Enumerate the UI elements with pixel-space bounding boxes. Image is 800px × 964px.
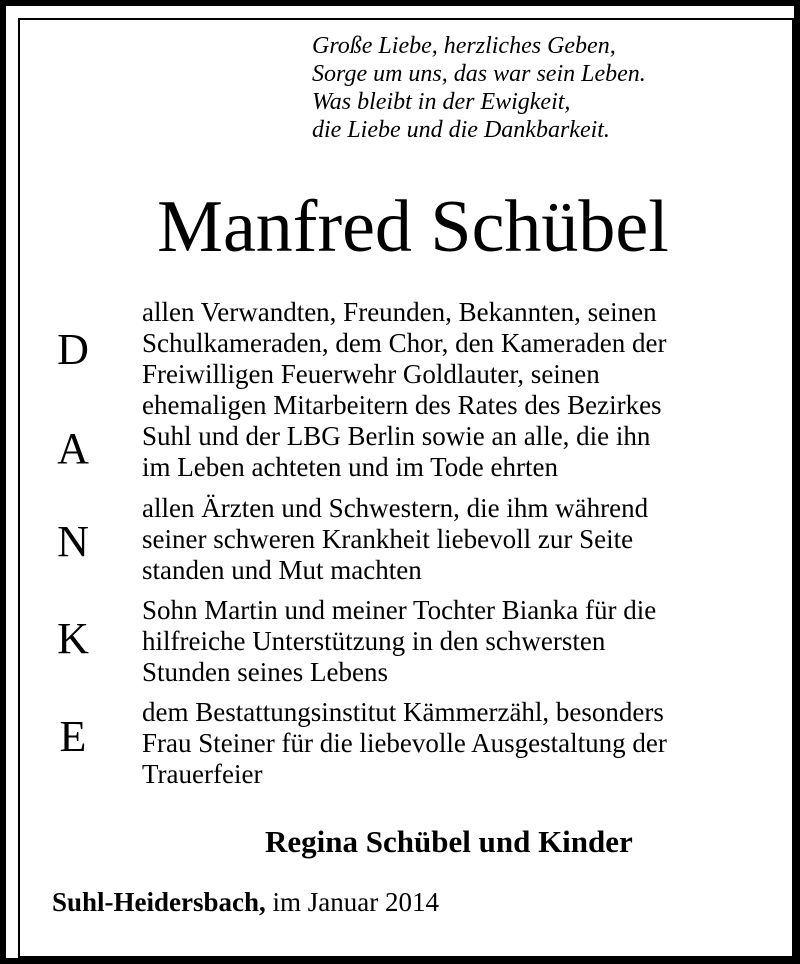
thanks-section (142, 297, 782, 483)
thanks-line: hilfreiche Unterstützung in den schwersten (142, 626, 606, 656)
danke-letter: K (57, 614, 89, 663)
thanks-line: im Leben achteten und im Tode ehrten (142, 452, 558, 482)
date: im Januar 2014 (272, 887, 440, 917)
thanks-line: Suhl und der LBG Berlin sowie an alle, die ihn (142, 421, 651, 451)
thanks-line: ehemaligen Mitarbeitern des Rates des Bezirkes (142, 390, 662, 420)
danke-letter: A (57, 424, 89, 473)
thanks-line: allen Verwandten, Freunden, Bekannten, seinen (142, 297, 657, 327)
poem-line: die Liebe und die Dankbarkeit. (312, 117, 610, 143)
poem-line: Sorge um uns, das war sein Leben. (312, 61, 646, 87)
memorial-poem (312, 32, 646, 144)
thanks-line: dem Bestattungsinstitut Kämmerzähl, besonders (142, 697, 664, 727)
danke-letter: D (57, 325, 89, 374)
place-date (52, 886, 439, 918)
thanks-line: Frau Steiner für die liebevolle Ausgestaltung der (142, 728, 667, 758)
inner-border (18, 18, 794, 958)
thanks-line: standen und Mut machten (142, 555, 422, 585)
thanks-line: Sohn Martin und meiner Tochter Bianka für die (142, 595, 657, 625)
poem-line: Was bleibt in der Ewigkeit, (312, 89, 571, 115)
thanks-line: Schulkameraden, dem Chor, den Kameraden der (142, 328, 667, 358)
thanks-section (142, 493, 782, 586)
poem-line: Große Liebe, herzliches Geben, (312, 33, 616, 59)
deceased-name: Manfred Schübel (157, 186, 669, 268)
danke-letter: N (57, 517, 89, 566)
thanks-section (142, 697, 782, 790)
signature: Regina Schübel und Kinder (265, 824, 633, 859)
thanks-line: Trauerfeier (142, 759, 263, 789)
thanks-line: allen Ärzten und Schwestern, die ihm während (142, 493, 649, 523)
thanks-line: Stunden seines Lebens (142, 657, 388, 687)
thanks-line: seiner schweren Krankheit liebevoll zur Seite (142, 524, 634, 554)
thanks-line: Freiwilligen Feuerwehr Goldlauter, seinen (142, 359, 600, 389)
place: Suhl-Heidersbach, (52, 887, 266, 917)
danke-letter: E (59, 712, 87, 761)
thanks-section (142, 595, 782, 688)
